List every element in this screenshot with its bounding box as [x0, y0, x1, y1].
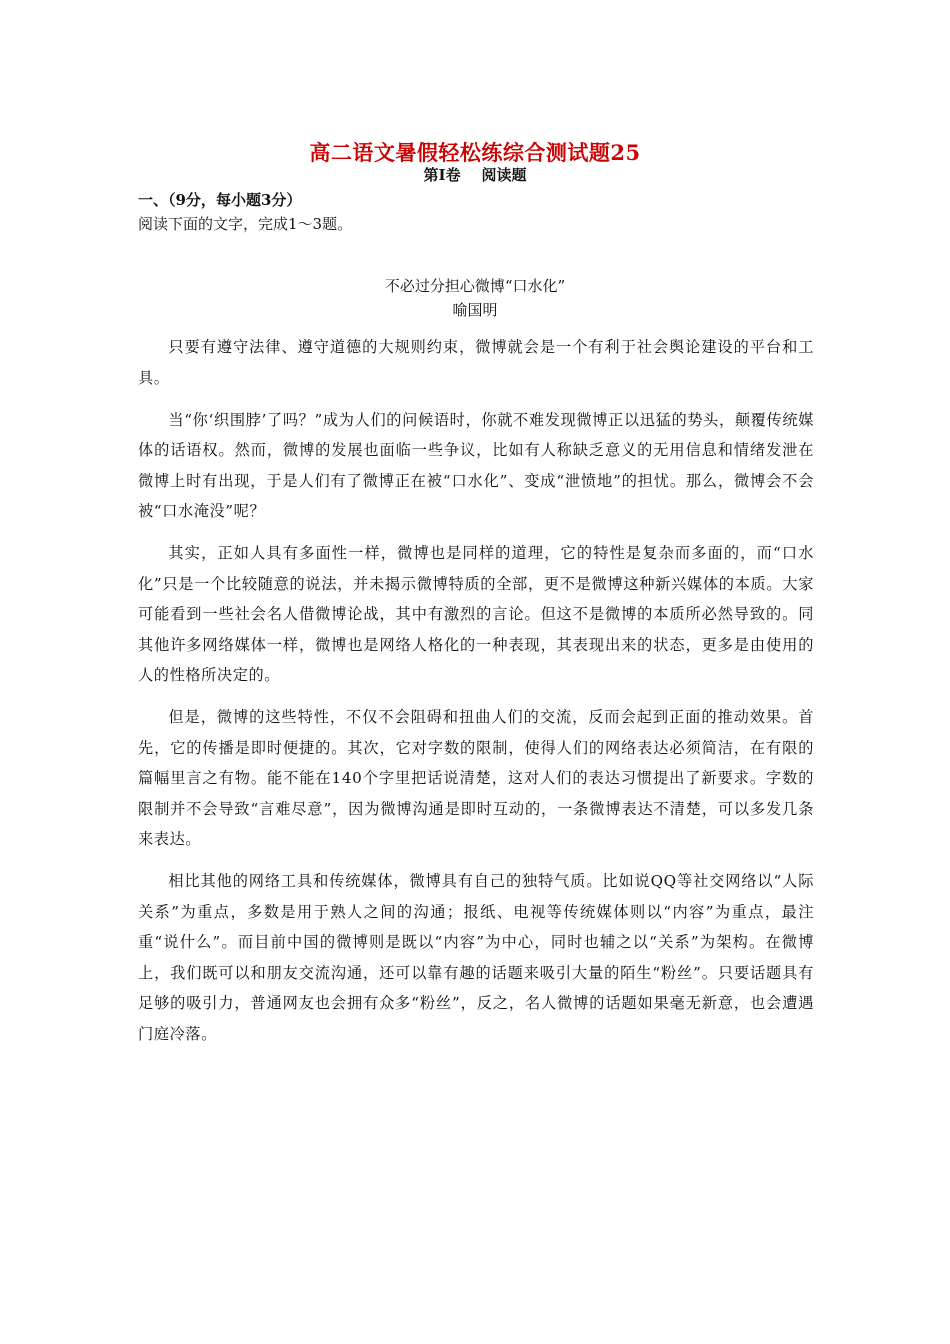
article-author: 喻国明: [452, 301, 498, 319]
section-heading: 一、（9分，每小题3分）: [138, 191, 302, 209]
article-body: [138, 332, 814, 1061]
reading-instruction: 阅读下面的文字，完成1～3题。: [138, 215, 353, 233]
article-paragraph: 但是，微博的这些特性，不仅不会阻碍和扭曲人们的交流，反而会起到正面的推动效果。首先，它的传播是即时便捷的。其次，它对字数的限制，使得人们的网络表达必须简洁，在有限的篇幅里言之有物。能不能在140个字里把话说清楚，这对人们的表达习惯提出了新要求。字数的限制并不会导致“言难尽意”，因为微博沟通是即时互动的，一条微博表达不清楚，可以多发几条来表达。: [138, 708, 814, 848]
volume-heading: 第Ⅰ卷 阅读题: [423, 166, 527, 184]
article-paragraph: 当“你‘织围脖’了吗？”成为人们的问候语时，你就不难发现微博正以迅猛的势头，颠覆传统媒体的话语权。然而，微博的发展也面临一些争议，比如有人称缺乏意义的无用信息和情绪发泄在微博上时有出现，于是人们有了微博正在被“口水化”、变成“泄愤地”的担忧。那么，微博会不会被“口水淹没”呢？: [138, 410, 814, 520]
article-paragraph: 其实，正如人具有多面性一样，微博也是同样的道理，它的特性是复杂而多面的，而“口水化”只是一个比较随意的说法，并未揭示微博特质的全部，更不是微博这种新兴媒体的本质。大家可能看到一些社会名人借微博论战，其中有激烈的言论。但这不是微博的本质所必然导致的。同其他许多网络媒体一样，微博也是网络人格化的一种表现，其表现出来的状态，更多是由使用的人的性格所决定的。: [138, 544, 814, 684]
article-paragraph: 只要有遵守法律、遵守道德的大规则约束，微博就会是一个有利于社会舆论建设的平台和工具。: [138, 338, 814, 387]
article-paragraph: 相比其他的网络工具和传统媒体，微博具有自己的独特气质。比如说QQ等社交网络以“人际关系”为重点，多数是用于熟人之间的沟通；报纸、电视等传统媒体则以“内容”为重点，最注重“说什么”。而目前中国的微博则是既以“内容”为中心，同时也辅之以“关系”为架构。在微博上，我们既可以和朋友交流沟通，还可以靠有趣的话题来吸引大量的陌生“粉丝”。只要话题具有足够的吸引力，普通网友也会拥有众多“粉丝”，反之，名人微博的话题如果毫无新意，也会遭遇门庭冷落。: [138, 872, 814, 1043]
article-title: 不必过分担心微博“口水化”: [384, 277, 566, 295]
document-title: 高二语文暑假轻松练综合测试题25: [309, 140, 641, 165]
